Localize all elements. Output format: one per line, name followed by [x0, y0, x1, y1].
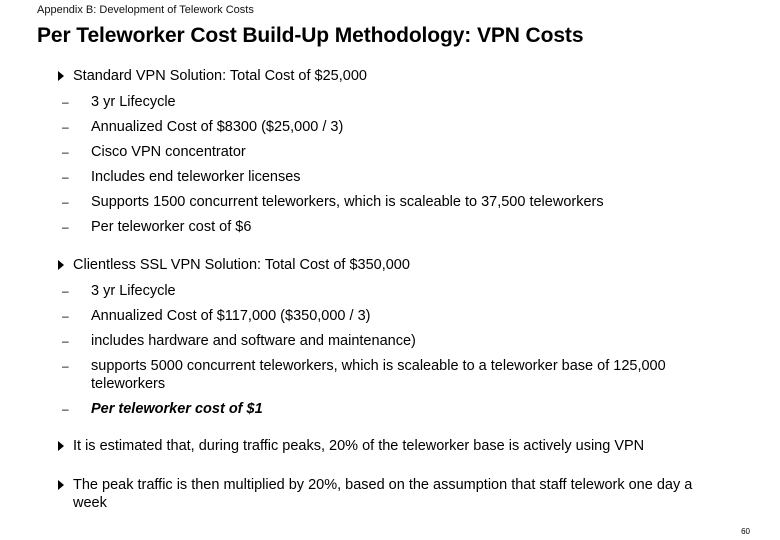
bullet-standard-vpn [58, 67, 738, 85]
dash-icon: – [62, 402, 69, 416]
sub-item [62, 143, 742, 161]
sub-item [62, 168, 742, 186]
dash-icon: – [62, 220, 69, 234]
triangle-bullet-icon [58, 441, 64, 451]
dash-icon: – [62, 195, 69, 209]
dash-icon: – [62, 284, 69, 298]
bullet-text: It is estimated that, during traffic peaks, 20% of the teleworker base is actively using VPN [73, 438, 645, 454]
bullet-text: The peak traffic is then multiplied by 20%, based on the assumption that staff telework one day a week [73, 477, 693, 511]
sub-item-text: 3 yr Lifecycle [91, 283, 176, 299]
bullet-traffic-peaks [58, 437, 738, 455]
dash-icon: – [62, 359, 69, 373]
sub-item-text: Cisco VPN concentrator [91, 144, 246, 160]
dash-icon: – [62, 334, 69, 348]
sub-item-text: supports 5000 concurrent teleworkers, which is scaleable to a teleworker base of 125,000 teleworkers [91, 358, 666, 392]
sub-item [62, 307, 742, 325]
bullet-clientless-ssl-vpn [58, 256, 738, 274]
sub-item [62, 118, 742, 136]
triangle-bullet-icon [58, 71, 64, 81]
dash-icon: – [62, 145, 69, 159]
bullet-peak-multiplier [58, 476, 728, 512]
page-number: 60 [741, 527, 750, 536]
sub-item-text: Supports 1500 concurrent teleworkers, which is scaleable to 37,500 teleworkers [91, 194, 604, 210]
bullet-text: Standard VPN Solution: Total Cost of $25,000 [73, 68, 367, 84]
sub-item [62, 218, 742, 236]
sub-item-text: Per teleworker cost of $6 [91, 219, 252, 235]
triangle-bullet-icon [58, 480, 64, 490]
page-title: Per Teleworker Cost Build-Up Methodology: VPN Costs [37, 24, 584, 47]
sub-item [62, 400, 742, 418]
sub-item-text: includes hardware and software and maintenance) [91, 333, 416, 349]
sub-item [62, 193, 742, 211]
sub-item [62, 357, 722, 393]
dash-icon: – [62, 120, 69, 134]
dash-icon: – [62, 170, 69, 184]
sub-item-text: Annualized Cost of $117,000 ($350,000 / 3) [91, 308, 371, 324]
triangle-bullet-icon [58, 260, 64, 270]
dash-icon: – [62, 95, 69, 109]
dash-icon: – [62, 309, 69, 323]
sub-item [62, 282, 742, 300]
sub-item-text: Includes end teleworker licenses [91, 169, 301, 185]
appendix-label: Appendix B: Development of Telework Costs [37, 4, 254, 16]
bullet-text: Clientless SSL VPN Solution: Total Cost of $350,000 [73, 257, 410, 273]
sub-item [62, 332, 742, 350]
sub-item-text: Annualized Cost of $8300 ($25,000 / 3) [91, 119, 344, 135]
sub-item [62, 93, 742, 111]
sub-item-text: 3 yr Lifecycle [91, 94, 176, 110]
sub-item-text-emphasized: Per teleworker cost of $1 [91, 401, 263, 417]
